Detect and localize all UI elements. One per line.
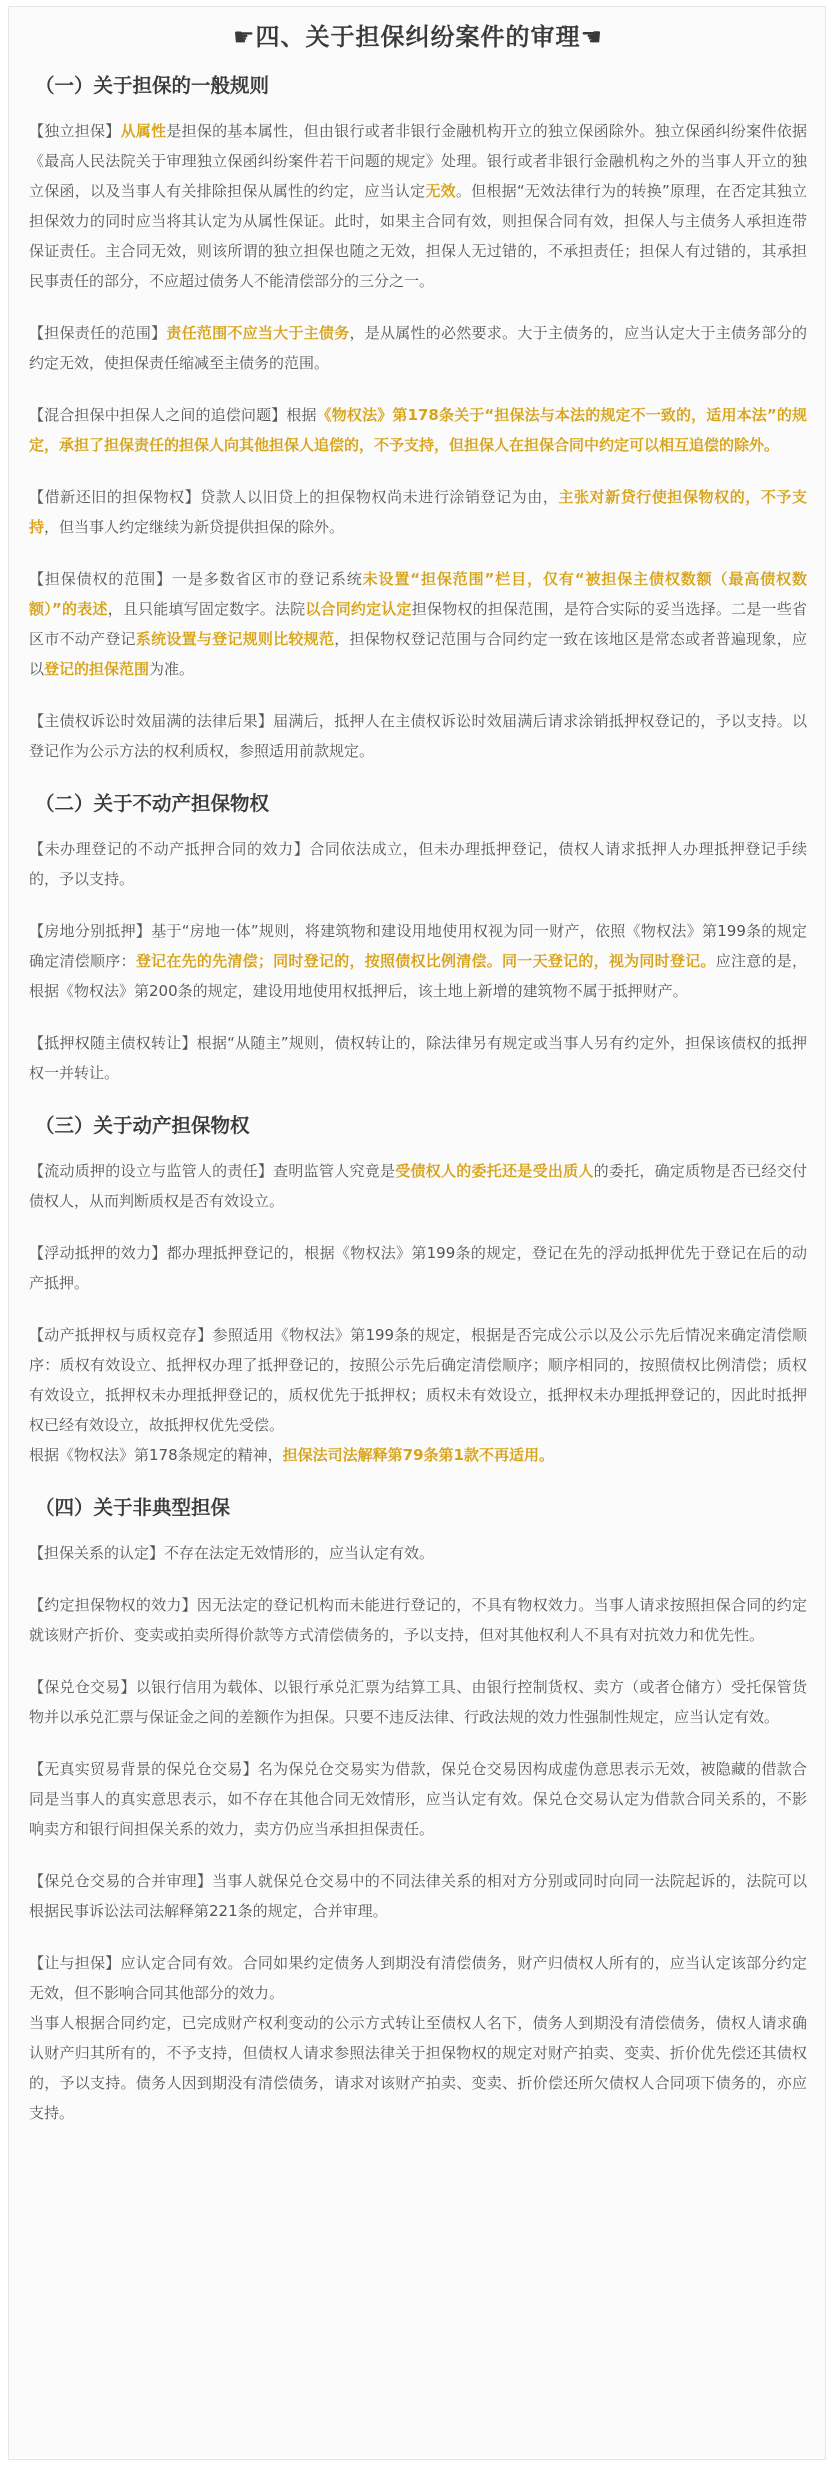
paragraph bbox=[29, 834, 807, 894]
body-text: ，担保物权登记范围与合同约定一致在该地区是常态或者普遍现象，应以 bbox=[29, 630, 807, 678]
body-text: 【浮动抵押的效力】都办理抵押登记的，根据《物权法》第199条的规定，登记在先的浮动抵押优先于登记在后的动产抵押。 bbox=[29, 1244, 807, 1292]
body-text: 【担保责任的范围】 bbox=[29, 324, 167, 342]
body-text: 【保兑仓交易】以银行信用为载体、以银行承兑汇票为结算工具、由银行控制货权、卖方（或者仓储方）受托保管货物并以承兑汇票与保证金之间的差额作为担保。只要不违反法律、行政法规的效力性强制性规定，应当认定有效。 bbox=[29, 1678, 807, 1726]
body-text: 【保兑仓交易的合并审理】当事人就保兑仓交易中的不同法律关系的相对方分别或同时向同一法院起诉的，法院可以根据民事诉讼法司法解释第221条的规定，合并审理。 bbox=[29, 1872, 807, 1920]
paragraph bbox=[29, 1320, 807, 1440]
paragraph bbox=[29, 2008, 807, 2128]
section-heading-real-estate: （二）关于不动产担保物权 bbox=[35, 792, 270, 815]
body-text: 根据《物权法》第178条规定的精神， bbox=[29, 1446, 283, 1464]
body-text: 应注意的是，根据《物权法》第200条的规定，建设用地使用权抵押后，该土地上新增的建筑物不属于抵押财产。 bbox=[29, 952, 807, 1000]
highlighted-text: 无效 bbox=[425, 182, 456, 200]
body-text: 为准。 bbox=[149, 660, 195, 678]
body-text: 当事人根据合同约定，已完成财产权利变动的公示方式转让至债权人名下，债务人到期没有清偿债务，债权人请求确认财产归其所有的，不予支持，但债权人请求参照法律关于担保物权的规定对财产拍卖、变卖、折价优先偿还其债权的，予以支持。债务人因到期没有清偿债务，请求对该财产拍卖、变卖、折价偿还所欠债权人合同项下债务的，亦应支持。 bbox=[29, 2014, 807, 2122]
page-title bbox=[29, 17, 807, 52]
body-text: 【动产抵押权与质权竞存】参照适用《物权法》第199条的规定，根据是否完成公示以及公示先后情况来确定清偿顺序：质权有效设立、抵押权办理了抵押登记的，按照公示先后确定清偿顺序；顺序相同的，按照债权比例清偿；质权有效设立，抵押权未办理抵押登记的，质权优先于抵押权；质权未有效设立，抵押权未办理抵押登记的，因此时抵押权已经有效设立，故抵押权优先受偿。 bbox=[29, 1326, 807, 1434]
highlighted-text: 登记在先的先清偿；同时登记的，按照债权比例清偿。同一天登记的，视为同时登记。 bbox=[135, 952, 716, 970]
body-text: ，是从属性的必然要求。大于主债务的，应当认定大于主债务部分的约定无效，使担保责任缩减至主债务的范围。 bbox=[29, 324, 807, 372]
highlighted-text: 系统设置与登记规则比较规范 bbox=[135, 630, 335, 648]
highlighted-text: 以合同约定认定 bbox=[305, 600, 412, 618]
pointing-right-hand-icon: ☛ bbox=[232, 23, 256, 51]
article-frame bbox=[8, 6, 826, 2460]
paragraph bbox=[29, 1538, 807, 1568]
paragraph bbox=[29, 564, 807, 684]
highlighted-text: 担保法司法解释第79条第1款不再适用。 bbox=[282, 1446, 554, 1464]
body-text: 【借新还旧的担保物权】贷款人以旧贷上的担保物权尚未进行涂销登记为由， bbox=[29, 488, 559, 506]
article-body bbox=[29, 70, 807, 2128]
paragraph bbox=[29, 482, 807, 542]
section-heading-general-rules: （一）关于担保的一般规则 bbox=[35, 74, 270, 97]
body-text: 【未办理登记的不动产抵押合同的效力】合同依法成立，但未办理抵押登记，债权人请求抵押人办理抵押登记手续的，予以支持。 bbox=[29, 840, 807, 888]
body-text: 担保物权的担保范围，是符合实际的妥当选择。二是一些省区市不动产登记 bbox=[29, 600, 807, 648]
body-text: 【抵押权随主债权转让】根据“从随主”规则，债权转让的，除法律另有规定或当事人另有约定外，担保该债权的抵押权一并转让。 bbox=[29, 1034, 807, 1082]
body-text: 。但根据“无效法律行为的转换”原理，在否定其独立担保效力的同时应当将其认定为从属性保证。此时，如果主合同有效，则担保合同有效，担保人与主债务人承担连带保证责任。主合同无效，则该所谓的独立担保也随之无效，担保人无过错的，不承担责任；担保人有过错的，其承担民事责任的部分，不应超过债务人不能清偿部分的三分之一。 bbox=[29, 182, 807, 290]
body-text: 【担保债权的范围】一是多数省区市的登记系统 bbox=[29, 570, 363, 588]
body-text: 【混合担保中担保人之间的追偿问题】根据 bbox=[29, 406, 317, 424]
highlighted-text: 受债权人的委托还是受出质人 bbox=[395, 1162, 594, 1180]
body-text: 【无真实贸易背景的保兑仓交易】名为保兑仓交易实为借款，保兑仓交易因构成虚伪意思表示无效，被隐藏的借款合同是当事人的真实意思表示，如不存在其他合同无效情形，应当认定有效。保兑仓交易认定为借款合同关系的，不影响卖方和银行间担保关系的效力，卖方仍应当承担担保责任。 bbox=[29, 1760, 807, 1838]
highlighted-text: 《物权法》第178条关于“担保法与本法的规定不一致的，适用本法”的规定，承担了担保责任的担保人向其他担保人追偿的，不予支持，但担保人在担保合同中约定可以相互追偿的除外。 bbox=[29, 406, 807, 454]
body-text: 的委托，确定质物是否已经交付债权人，从而判断质权是否有效设立。 bbox=[29, 1162, 807, 1210]
highlighted-text: 从属性 bbox=[120, 122, 167, 140]
paragraph bbox=[29, 1440, 807, 1470]
section-heading-atypical: （四）关于非典型担保 bbox=[35, 1496, 231, 1519]
highlighted-text: 未设置“担保范围”栏目，仅有“被担保主债权数额（最高债权数额）”的表述 bbox=[29, 570, 807, 618]
paragraph bbox=[29, 1590, 807, 1650]
pointing-left-hand-icon: ☚ bbox=[580, 23, 604, 51]
paragraph bbox=[29, 1948, 807, 2008]
body-text: ，但当事人约定继续为新贷提供担保的除外。 bbox=[44, 518, 345, 536]
section-heading-movable-property: （三）关于动产担保物权 bbox=[35, 1114, 250, 1137]
highlighted-text: 责任范围不应当大于主债务 bbox=[166, 324, 350, 342]
body-text: 【独立担保】 bbox=[29, 122, 121, 140]
paragraph bbox=[29, 116, 807, 296]
paragraph bbox=[29, 1028, 807, 1088]
body-text: 是担保的基本属性，但由银行或者非银行金融机构开立的独立保函除外。独立保函纠纷案件依据《最高人民法院关于审理独立保函纠纷案件若干问题的规定》处理。银行或者非银行金融机构之外的当事人开立的独立保函，以及当事人有关排除担保从属性的约定，应当认定 bbox=[29, 122, 807, 200]
paragraph bbox=[29, 318, 807, 378]
body-text: 【约定担保物权的效力】因无法定的登记机构而未能进行登记的，不具有物权效力。当事人请求按照担保合同的约定就该财产折价、变卖或拍卖所得价款等方式清偿债务的，予以支持，但对其他权利人不具有对抗效力和优先性。 bbox=[29, 1596, 807, 1644]
body-text: 【房地分别抵押】基于“房地一体”规则，将建筑物和建设用地使用权视为同一财产，依照《物权法》第199条的规定确定清偿顺序： bbox=[29, 922, 807, 970]
body-text: 【主债权诉讼时效届满的法律后果】届满后，抵押人在主债权诉讼时效届满后请求涂销抵押权登记的，予以支持。以登记作为公示方法的权利质权，参照适用前款规定。 bbox=[29, 712, 807, 760]
highlighted-text: 登记的担保范围 bbox=[44, 660, 150, 678]
highlighted-text: 主张对新贷行使担保物权的，不予支持 bbox=[29, 488, 807, 536]
body-text: 【担保关系的认定】不存在法定无效情形的，应当认定有效。 bbox=[29, 1544, 435, 1562]
paragraph bbox=[29, 1866, 807, 1926]
body-text: 【流动质押的设立与监管人的责任】查明监管人究竟是 bbox=[29, 1162, 396, 1180]
body-text: 【让与担保】应认定合同有效。合同如果约定债务人到期没有清偿债务，财产归债权人所有的，应当认定该部分约定无效，但不影响合同其他部分的效力。 bbox=[29, 1954, 807, 2002]
paragraph bbox=[29, 706, 807, 766]
body-text: ，且只能填写固定数字。法院 bbox=[107, 600, 306, 618]
paragraph bbox=[29, 916, 807, 1006]
paragraph bbox=[29, 1238, 807, 1298]
page-title-text: 四、关于担保纠纷案件的审理 bbox=[255, 23, 581, 51]
paragraph bbox=[29, 1156, 807, 1216]
paragraph bbox=[29, 1672, 807, 1732]
paragraph bbox=[29, 400, 807, 460]
paragraph bbox=[29, 1754, 807, 1844]
